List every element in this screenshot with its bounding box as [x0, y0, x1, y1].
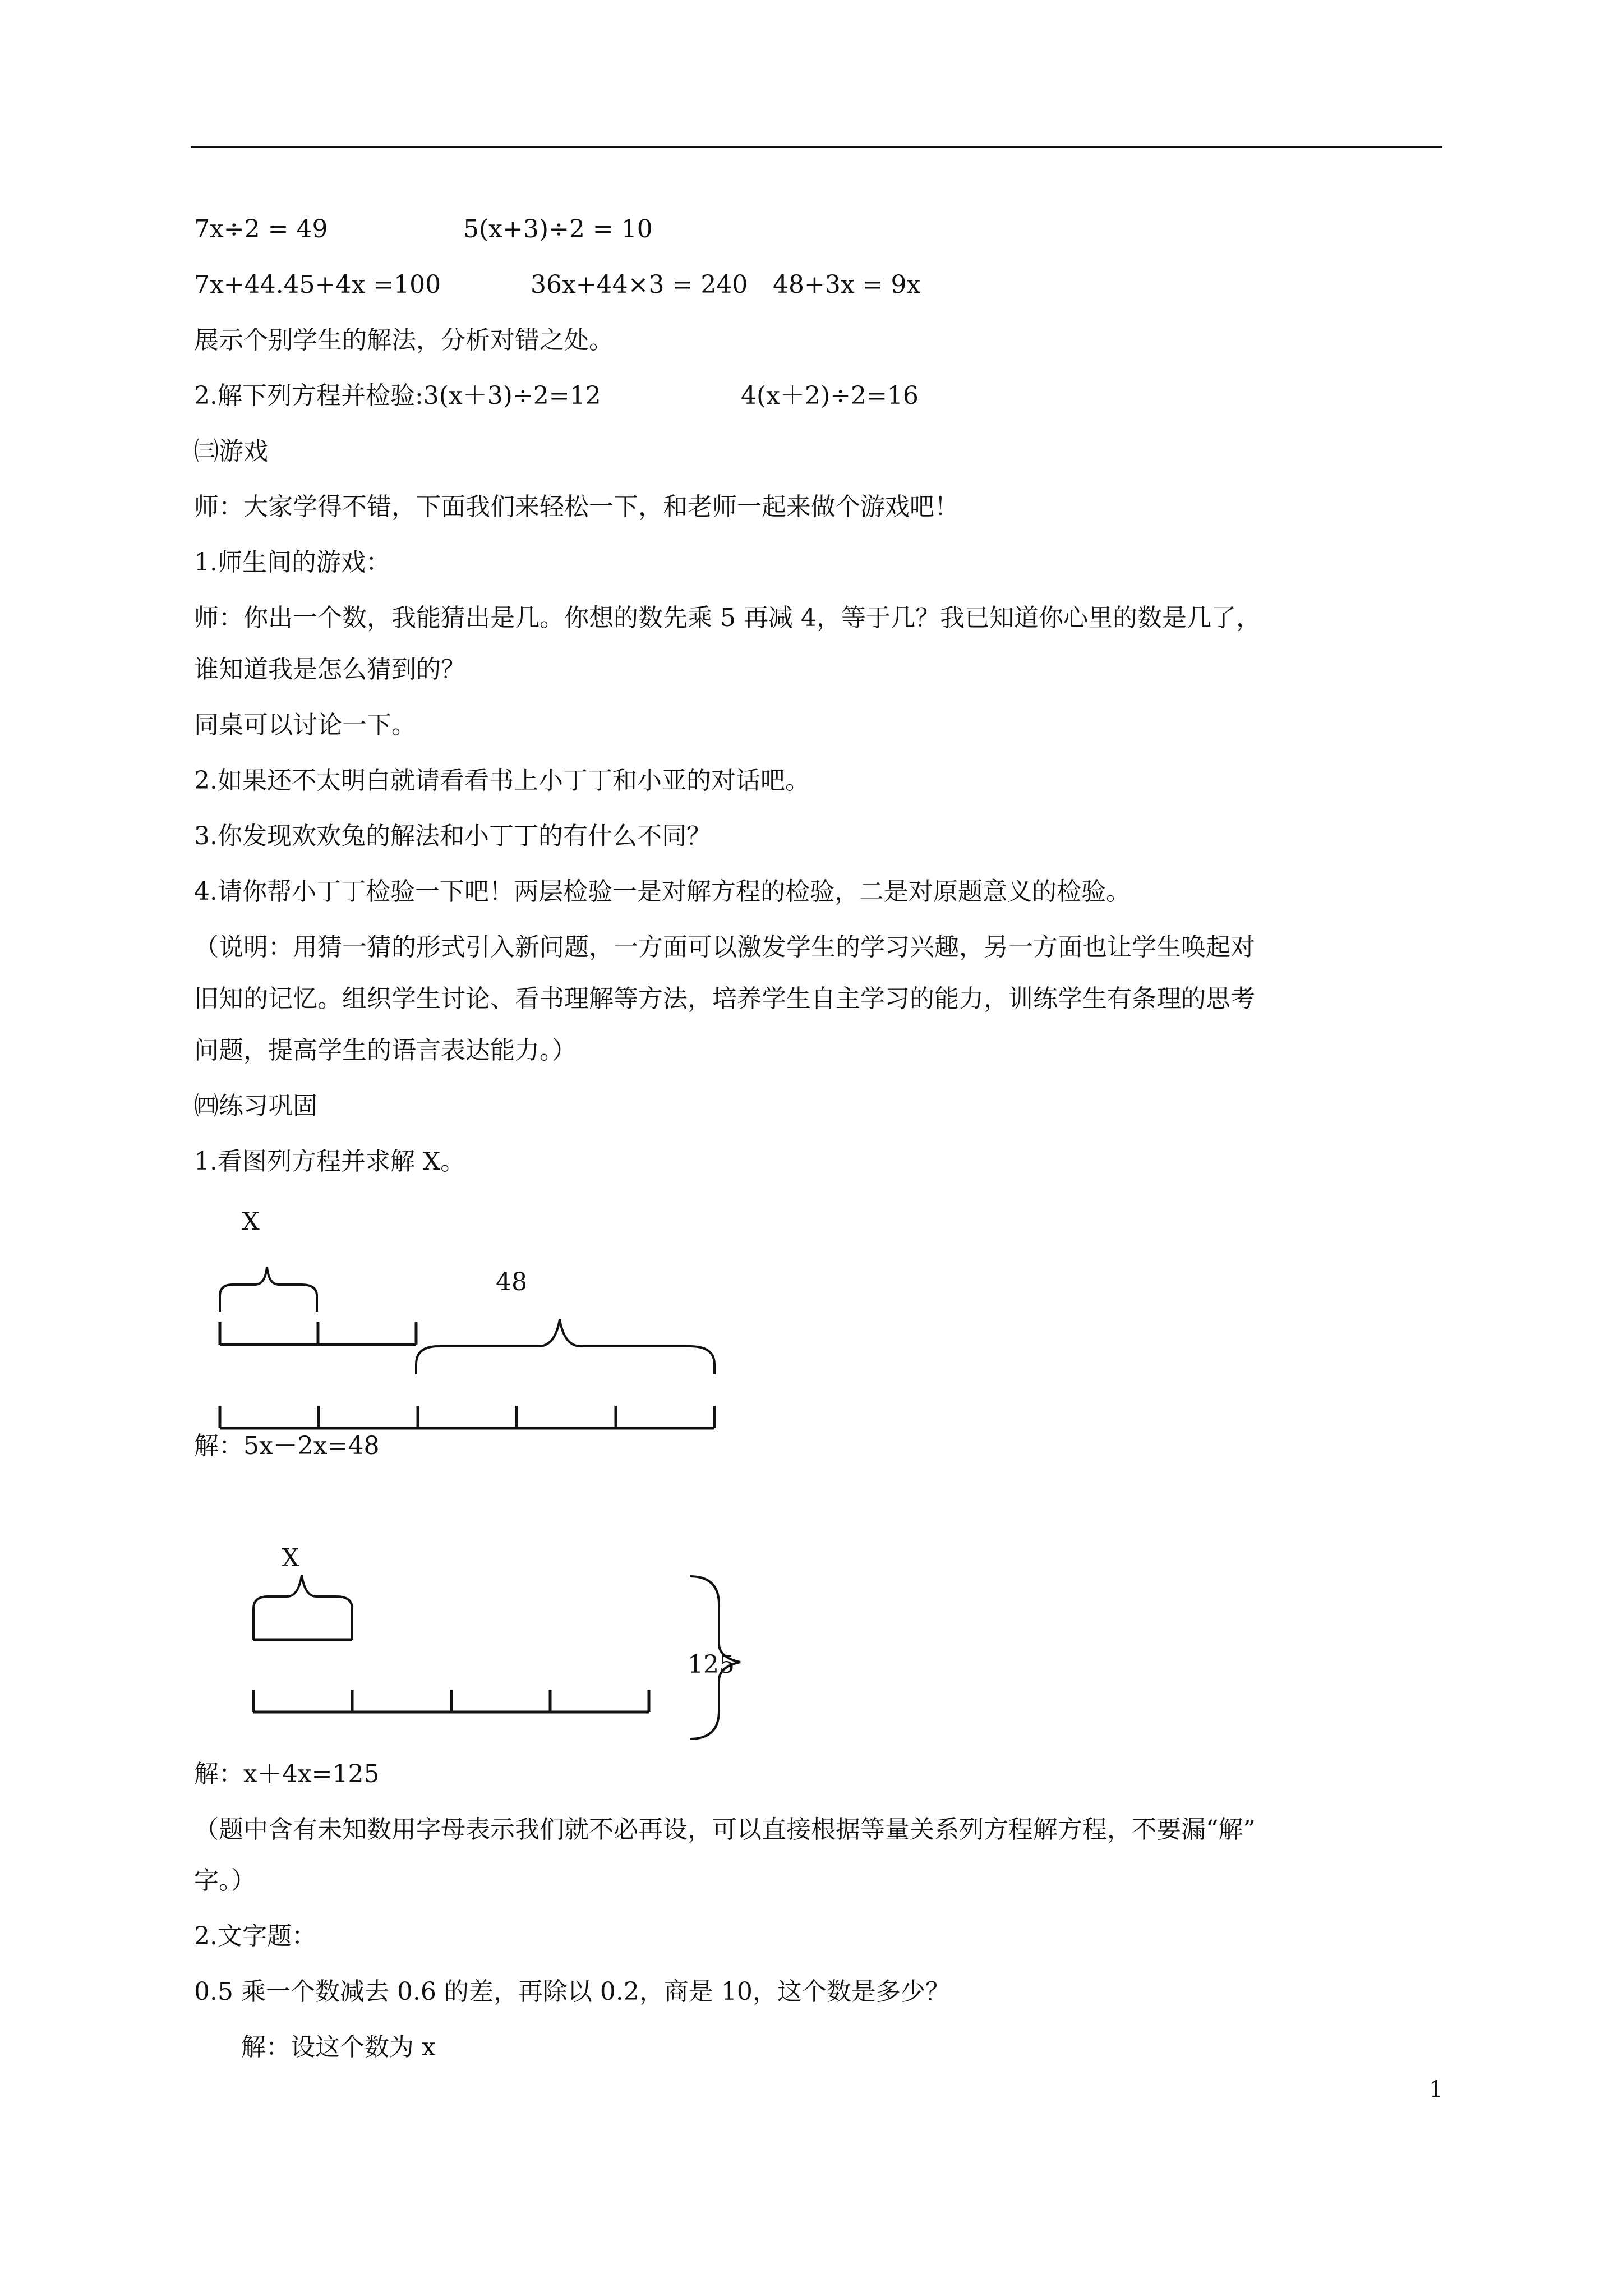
text-line: 2.如果还不太明白就请看看书上小丁丁和小亚的对话吧。	[194, 766, 810, 795]
exercise-2-text: 2.解下列方程并检验:3(x＋3)÷2=12	[194, 381, 601, 410]
text-line: 2.文字题：	[194, 1922, 316, 1950]
text-line: 1.师生间的游戏：	[194, 548, 390, 577]
text-line: 解：设这个数为 x	[241, 2033, 436, 2062]
diagram-1-total-label: 48	[496, 1268, 527, 1296]
diagram-2-x-label: X	[282, 1544, 299, 1572]
solution-1: 解：5x－2x=48	[194, 1432, 380, 1460]
page-number: 1	[1429, 2077, 1444, 2102]
text-line: 同桌可以讨论一下。	[194, 711, 416, 739]
text-line: 1.看图列方程并求解 X。	[194, 1147, 465, 1176]
diagram-1-x-brace	[220, 1267, 317, 1312]
solution-2: 解：x＋4x=125	[194, 1760, 380, 1788]
diagram-2-x-brace	[253, 1575, 352, 1640]
diagram-2-total-label: 125	[688, 1650, 735, 1679]
note-line: （说明：用猜一猜的形式引入新问题，一方面可以激发学生的学习兴趣，另一方面也让学生唤起对	[194, 933, 1255, 961]
note-line: 字。）	[194, 1866, 256, 1895]
text-line: 谁知道我是怎么猜到的？	[194, 655, 465, 684]
diagram-2	[253, 1544, 740, 1739]
text-line: 展示个别学生的解法，分析对错之处。	[194, 326, 614, 355]
equation: 7x+44.45+4x =100	[194, 270, 441, 299]
text-line: 3.你发现欢欢兔的解法和小丁丁的有什么不同？	[194, 822, 711, 850]
note-line: （题中含有未知数用字母表示我们就不必再设，可以直接根据等量关系列方程解方程，不要漏“解”	[194, 1815, 1256, 1844]
section-heading: ㈢游戏	[194, 437, 268, 466]
section-heading: ㈣练习巩固	[194, 1092, 317, 1120]
exercise-2-equation-b: 4(x＋2)÷2=16	[741, 381, 919, 410]
equation: 36x+44×3 = 240	[531, 270, 748, 299]
note-line: 旧知的记忆。组织学生讨论、看书理解等方法，培养学生自主学习的能力，训练学生有条理的思考	[194, 984, 1255, 1013]
equation: 5(x+3)÷2 = 10	[463, 215, 653, 243]
equation: 7x÷2 = 49	[194, 215, 328, 243]
diagram-1-total-brace	[416, 1319, 714, 1374]
note-line: 问题，提高学生的语言表达能力。）	[194, 1036, 577, 1065]
diagram-1	[220, 1207, 714, 1428]
text-line: 0.5 乘一个数减去 0.6 的差，再除以 0.2，商是 10，这个数是多少？	[194, 1977, 950, 2006]
equation: 48+3x = 9x	[773, 270, 921, 299]
text-line: 4.请你帮小丁丁检验一下吧！两层检验一是对解方程的检验，二是对原题意义的检验。	[194, 877, 1131, 906]
text-line: 师：你出一个数，我能猜出是几。你想的数先乘 5 再减 4，等于几？我已知道你心里的数是几了，	[194, 604, 1261, 632]
diagram-1-x-label: X	[242, 1207, 260, 1236]
text-line: 师：大家学得不错，下面我们来轻松一下，和老师一起来做个游戏吧！	[194, 493, 959, 521]
